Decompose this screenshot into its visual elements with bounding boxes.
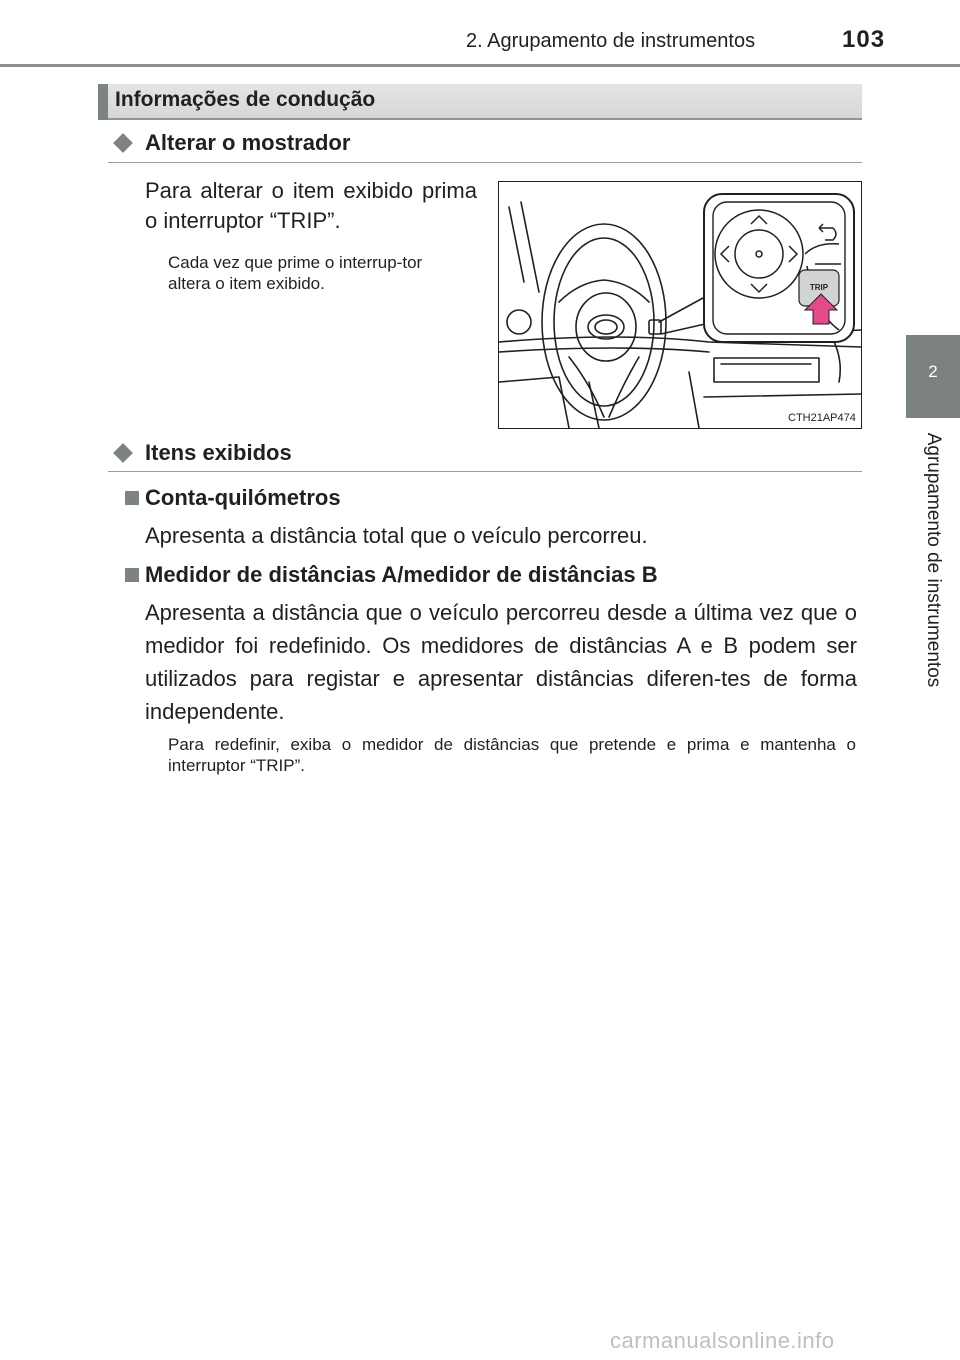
figure-code: CTH21AP474: [788, 412, 856, 424]
site-watermark: carmanualsonline.info: [610, 1328, 835, 1353]
subsection-rule: [108, 471, 862, 472]
chapter-title: 2. Agrupamento de instrumentos: [466, 30, 756, 52]
diamond-bullet-icon: [113, 443, 133, 463]
item-body-odometer: Apresenta a distância total que o veículo percorreu.: [145, 523, 648, 548]
section-header-accent: [98, 84, 108, 120]
square-bullet-icon: [125, 568, 139, 582]
page-number: 103: [842, 26, 886, 53]
steering-wheel-illustration: [498, 181, 862, 429]
chapter-tab-number: 2: [928, 362, 938, 381]
subsection-rule: [108, 162, 862, 163]
square-bullet-icon: [125, 491, 139, 505]
change-display-body: Para alterar o item exibido prima o interruptor “TRIP”.: [145, 178, 477, 233]
item-heading-trip-meters: Medidor de distâncias A/medidor de distâncias B: [145, 562, 658, 587]
item-body-trip-meters: Apresenta a distância que o veículo percorreu desde a última vez que o medidor foi redefinido. Os medidores de distâncias A e B podem ser utilizados para registar e apresentar distâncias diferen-tes de forma independente.: [145, 600, 857, 724]
header-rule: [0, 64, 960, 67]
subsection-heading-change-display: Alterar o mostrador: [145, 130, 351, 155]
change-display-note: Cada vez que prime o interrup-tor altera o item exibido.: [168, 253, 423, 293]
chapter-side-label: Agrupamento de instrumentos: [923, 432, 944, 688]
diamond-bullet-icon: [113, 133, 133, 153]
trip-switch-label: TRIP: [809, 283, 829, 292]
subsection-heading-displayed-items: Itens exibidos: [145, 440, 292, 465]
item-note-trip-meters: Para redefinir, exiba o medidor de distâncias que pretende e prima e mantenha o interruptor “TRIP”.: [168, 735, 856, 775]
section-title: Informações de condução: [115, 88, 376, 111]
dashboard-drawing: [499, 182, 861, 428]
item-heading-odometer: Conta-quilómetros: [145, 485, 341, 510]
